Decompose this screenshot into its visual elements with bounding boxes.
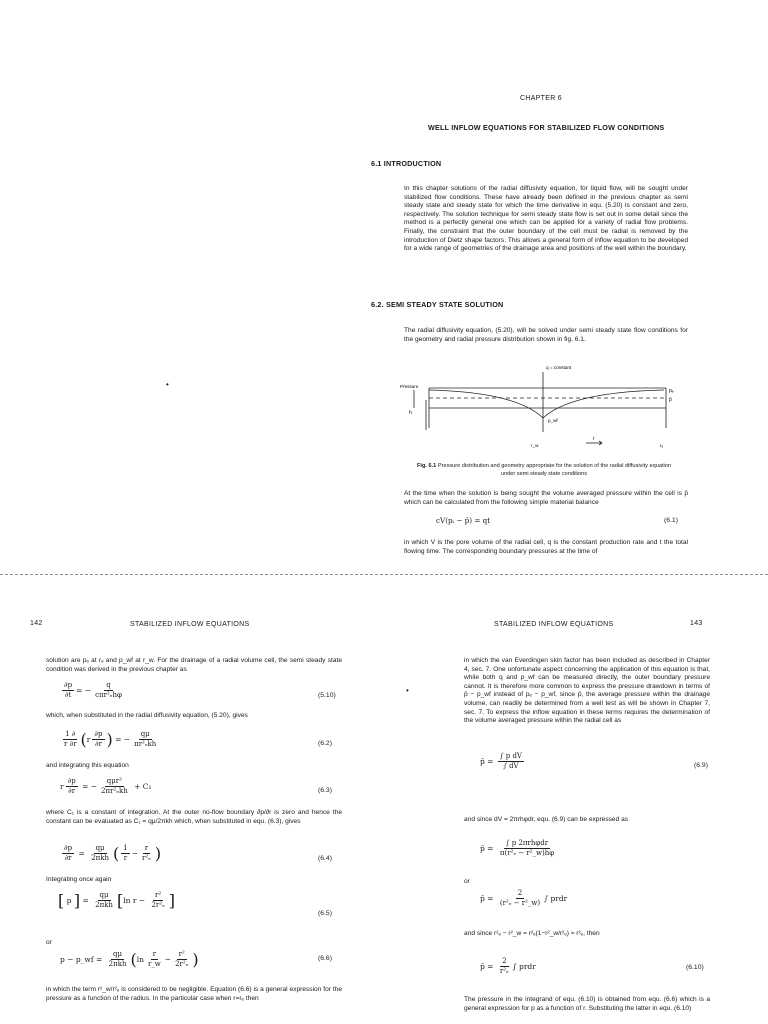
left-paragraph-4: where C₁ is a constant of integration. At the outer no-flow boundary ∂p/∂r is zero and hence the constant can be evaluated as C₁ = qμ/2πkh which, when substituted in equ. (6.3), gives [46,809,342,825]
page-number-142: 142 [30,620,43,627]
page-143 [384,575,768,1024]
section-6-1-heading: 6.1 INTRODUCTION [371,159,442,168]
equation-6-3-number: (6.3) [318,787,332,794]
fig-label-q: q = constant [546,365,572,370]
equation-average-pressure-a: p̄ = $\frac{\text{∫ p 2πrhφdr}}{\text{π(r²ₑ − r²\_w)hφ}}$ [480,839,555,857]
page-number-143: 143 [690,620,703,627]
right-paragraph-2: and since dV = 2πrhφdr, equ. (6.9) can be expressed as [464,816,629,823]
tail-paragraph: in which V is the pore volume of the radial cell, q is the constant production rate and t the total flowing time. The corresponding boundary pressures at the time of [404,539,688,555]
figure-frame [414,372,666,445]
margin-bullet: • [406,686,409,695]
fig-label-r: r [593,436,595,442]
fig-label-re: rₑ [660,443,664,448]
right-paragraph-4: The pressure in the integrand of equ. (6.10) is obtained from equ. (6.6) which is a general expression for p as a function of r. Substituting the latter in equ. (6.10) [464,996,710,1012]
right-paragraph-1: in which the van Everdingen skin factor has been included as described in Chapter 4, sec. 7. One unfortunate aspect concerning the application of this equation is that, while both q and p_wf can be measured directly, the outer boundary pressure cannot. It is therefore more common to express the pressure drawdown in terms of p̄ − p_wf instead of pₑ − p_wf, since p̄, the average pressure within the drainage volume, can readily be determined from a well test as will be shown in Chapter 7, sec. 7. To express the inflow equation in these terms requires the determination of the volume averaged pressure within the radial cell as [464,657,710,725]
section-6-2-heading: 6.2. SEMI STEADY STATE SOLUTION [371,300,504,309]
equation-6-4: $\frac{\partial p}{\partial r}$ = $\frac{q\mu}{\text{2πkh}}$ ( $\frac{1}{r}$ − $\frac{r}{\text{r²ₑ}}$ ) [64,843,162,863]
equation-6-9: p̄ = $\frac{\text{∫ p dV}}{\int dV}$ [480,752,522,770]
fig-label-pwf: p_wf [548,418,558,423]
running-header-right: STABILIZED INFLOW EQUATIONS [494,621,614,628]
equation-6-10-number: (6.10) [686,964,704,971]
figure-caption-number: Fig. 6.1 [417,463,437,469]
equation-6-9-number: (6.9) [694,762,708,769]
left-paragraph-6: in which the term r²_w/r²ₑ is considered to be negligible. Equation (6.6) is a general expression for the pressure as a function of the radius. In the particular case when r=rₑ then [46,986,342,1002]
equation-6-1-number: (6.1) [664,517,678,524]
figure-6-1 [396,360,696,460]
intro-paragraph: In this chapter solutions of the radial diffusivity equation, for liquid flow, will be sought under stabilized flow conditions. These have already been defined in the previous chapter as semi steady state and steady state for which the time derivative in equ. (5.20) is constant and zero, respectively. The solution technique for semi steady state flow is set out in some detail since the method is a perfectly general one which can be applied for a variety of radial flow problems. Finally, the constraint that the outer boundary of the cell must be radial is removed by the introduction of Dietz shape factors. This allows a general form of inflow equation to be developed for a wide range of geometries of the drainage area and positions of the well within the boundary. [404,185,688,253]
equation-6-5-number: (6.5) [318,910,332,917]
equation-6-4-number: (6.4) [318,855,332,862]
semi-steady-paragraph: The radial diffusivity equation, (5.20), will be solved under semi steady state flow conditions for the geometry and radial pressure distribution shown in fig. 6.1. [404,327,688,343]
fig-label-rw: r_w [531,443,539,448]
fig-label-pbar: p̄ [669,397,672,403]
equation-6-2-number: (6.2) [318,740,332,747]
equation-6-5: [ p ] = $\frac{q\mu}{\text{2πkh}}$ [ ln r − $\frac{\text{r²}}{\text{2r²ₑ}}$ ] [58,890,176,910]
chapter-label: CHAPTER 6 [520,95,562,102]
equation-5-10: $\frac{\partial p}{\partial t}$ = − $\frac{q}{\text{cπr²ₑhφ}}$ [64,681,122,699]
equation-6-6: p − p_wf = $\frac{q\mu}{\text{2πkh}}$ ( ln $\frac{r}{r\_w}$ − $\frac{\text{r²}}{\text{2r²ₑ}}$ ) [60,949,199,969]
chapter-title: WELL INFLOW EQUATIONS FOR STABILIZED FLOW CONDITIONS [428,123,665,132]
left-or: or [46,939,52,946]
left-paragraph-3: and integrating this equation [46,762,129,769]
equation-6-1: cV(pᵢ − p̄) = qt [436,516,491,525]
left-paragraph-5: Integrating once again [46,876,112,883]
right-or: or [464,878,470,885]
left-paragraph-2: which, when substituted in the radial diffusivity equation, (5.20), gives [46,712,248,719]
fig-label-pressure: Pressure [400,384,419,389]
running-header-left: STABILIZED INFLOW EQUATIONS [130,621,250,628]
material-balance-paragraph: At the time when the solution is being sought the volume averaged pressure within the cell is p̄ which can be calculated from the following simple material balance [404,490,688,506]
figure-caption-text: Pressure distribution and geometry appropriate for the solution of the radial diffusivity equation under semi steady state conditions [437,463,671,477]
left-paragraph-1: solution are pₑ at rₑ and p_wf at r_w. For the drainage of a radial volume cell, the semi steady state condition was derived in the previous chapter as [46,657,342,673]
equation-6-6-number: (6.6) [318,955,332,962]
equation-6-10: p̄ = $\frac{2}{\text{r²ₑ}}$ ∫ prdr [480,957,536,975]
fig-label-h: h [409,410,412,416]
figure-caption [414,462,674,478]
margin-dot: • [166,380,169,389]
page-142 [0,575,384,1024]
fig-label-pe: pₑ [669,388,674,394]
equation-6-2: $\frac{1 \partial}{r \partial r}$ ( r $\frac{\partial p}{\partial r}$ ) = − $\frac{q\mu}{\text{πr²ₑkh}}$ [64,729,157,749]
equation-6-3: r $\frac{\partial p}{\partial r}$ = − $\frac{\text{qμr²}}{\text{2πr²ₑkh}}$ + C₁ [60,777,152,795]
equation-average-pressure-b: p̄ = $\frac{2}{\text{(r²ₑ − r²\_w)}}$ ∫ prdr [480,889,568,907]
right-paragraph-3: and since r²ₑ − r²_w = r²ₑ(1−r²_w/r²ₑ) ≈ r²ₑ, then [464,930,600,937]
equation-5-10-number: (5.10) [318,692,336,699]
